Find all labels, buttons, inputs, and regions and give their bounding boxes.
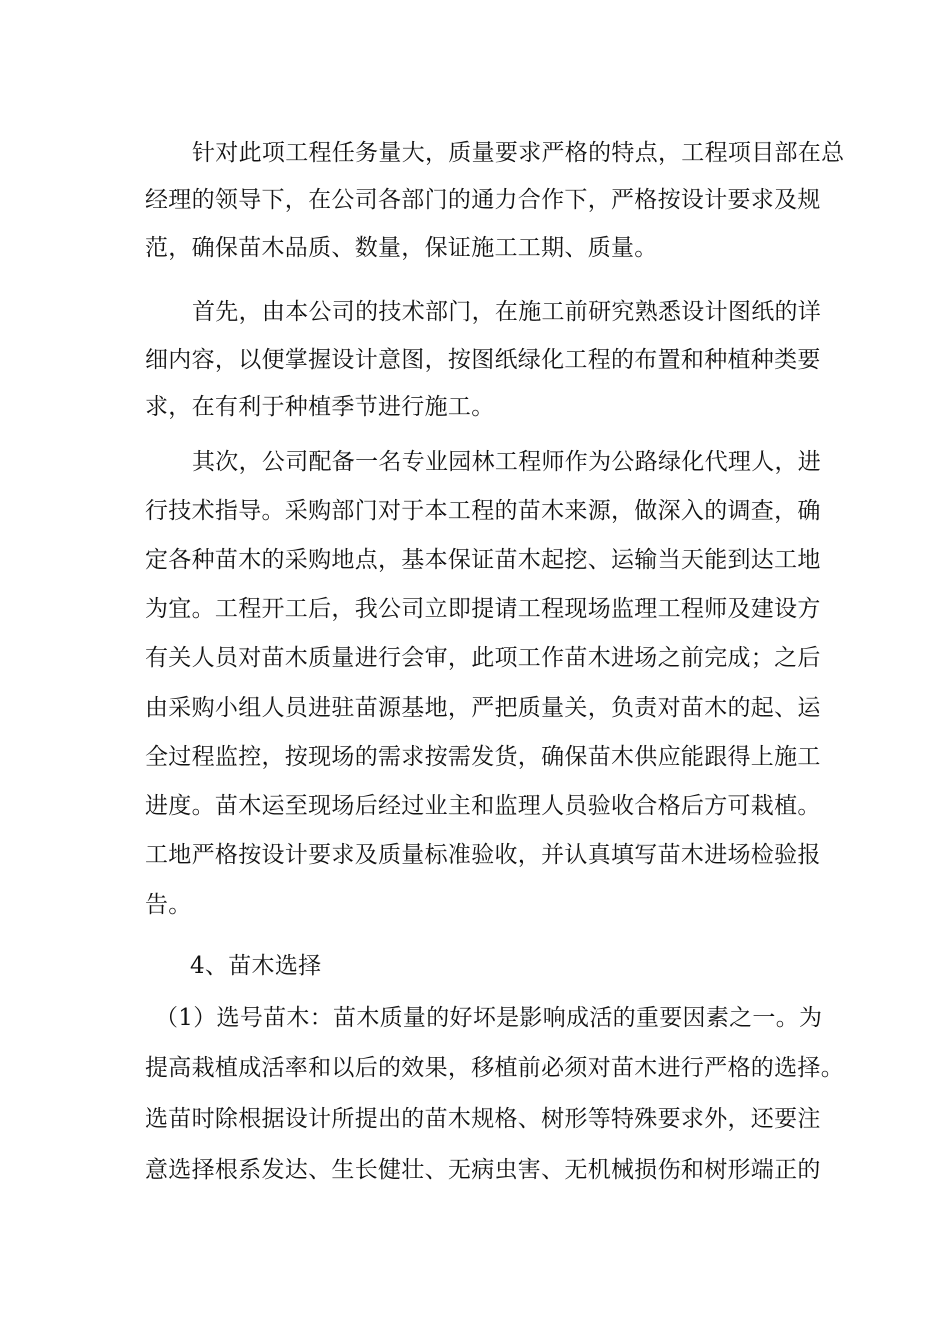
paragraph-line: 求，在有利于种植季节进行施工。 (145, 394, 495, 420)
paragraph-line: 经理的领导下，在公司各部门的通力合作下，严格按设计要求及规 (145, 187, 821, 213)
paragraph-line: 针对此项工程任务量大，质量要求严格的特点，工程项目部在总 (192, 140, 845, 166)
paragraph-line: 细内容，以便掌握设计意图，按图纸绿化工程的布置和种植种类要 (145, 347, 821, 373)
section-heading: 4、苗木选择 (190, 953, 322, 979)
paragraph-line: （1）选号苗木：苗木质量的好坏是影响成活的重要因素之一。为 (155, 1005, 823, 1031)
paragraph-line: 工地严格按设计要求及质量标准验收，并认真填写苗木进场检验报 (145, 842, 821, 868)
paragraph-line: 有关人员对苗木质量进行会审，此项工作苗木进场之前完成；之后 (145, 645, 821, 671)
paragraph-line: 选苗时除根据设计所提出的苗木规格、树形等特殊要求外，还要注 (145, 1106, 821, 1132)
paragraph-line: 提高栽植成活率和以后的效果，移植前必须对苗木进行严格的选择。 (145, 1055, 844, 1081)
paragraph-line: 定各种苗木的采购地点，基本保证苗木起挖、运输当天能到达工地 (145, 547, 821, 573)
paragraph-line: 意选择根系发达、生长健壮、无病虫害、无机械损伤和树形端正的 (145, 1157, 821, 1183)
paragraph-line: 行技术指导。采购部门对于本工程的苗木来源，做深入的调查，确 (145, 498, 821, 524)
paragraph-line: 范，确保苗木品质、数量，保证施工工期、质量。 (145, 235, 658, 261)
paragraph-line: 全过程监控，按现场的需求按需发货，确保苗木供应能跟得上施工 (145, 744, 821, 770)
paragraph-line: 为宜。工程开工后，我公司立即提请工程现场监理工程师及建设方 (145, 596, 821, 622)
paragraph-line: 其次，公司配备一名专业园林工程师作为公路绿化代理人，进 (192, 449, 822, 475)
paragraph-line: 首先，由本公司的技术部门，在施工前研究熟悉设计图纸的详 (192, 299, 822, 325)
paragraph-line: 由采购小组人员进驻苗源基地，严把质量关，负责对苗木的起、运 (145, 695, 821, 721)
paragraph-line: 进度。苗木运至现场后经过业主和监理人员验收合格后方可栽植。 (145, 793, 821, 819)
paragraph-line: 告。 (145, 892, 192, 918)
